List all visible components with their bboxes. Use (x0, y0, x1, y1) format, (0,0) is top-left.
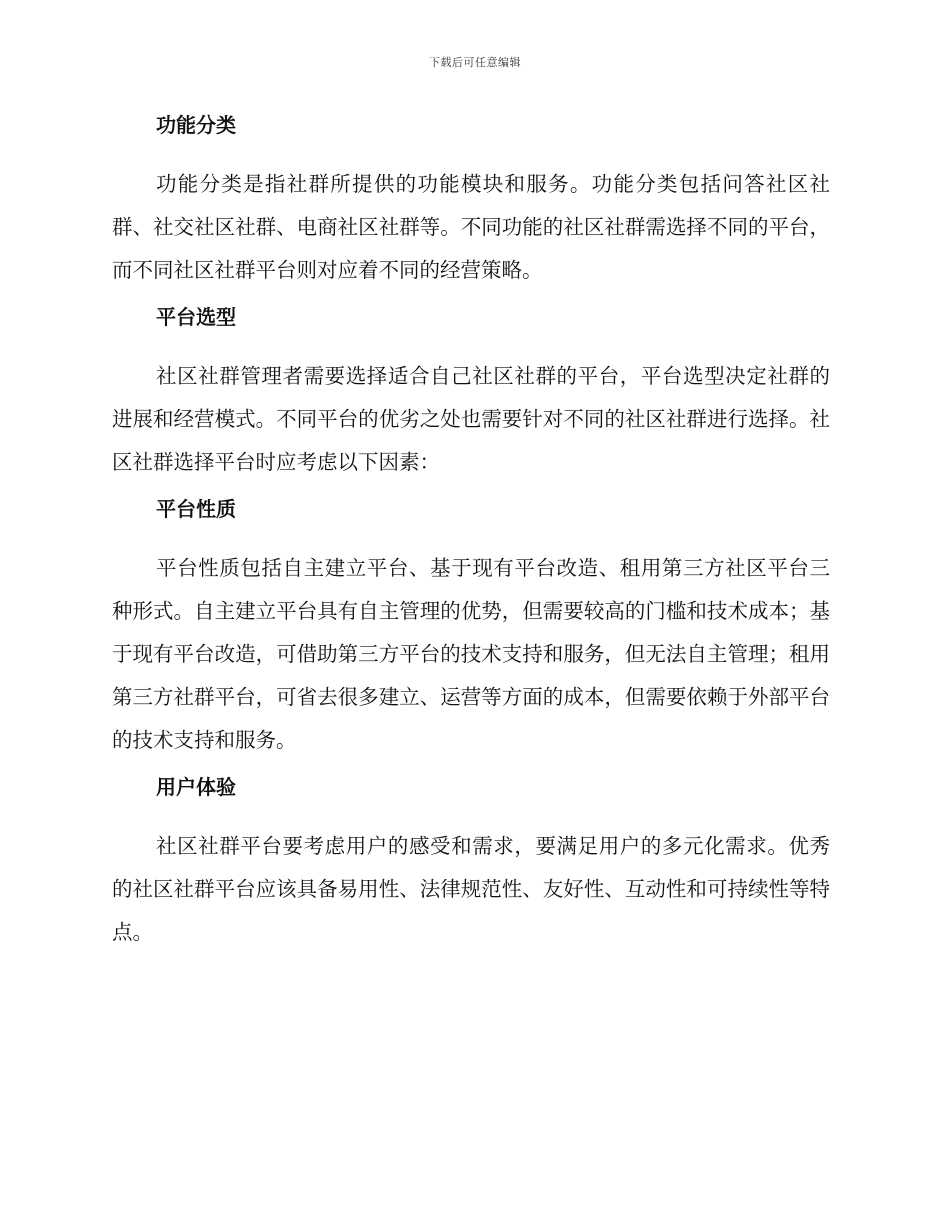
section-heading: 功能分类 (156, 113, 236, 137)
section-paragraph: 社区社群管理者需要选择适合自己社区社群的平台，平台选型决定社群的进展和经营模式。不同平台的优劣之处也需要针对不同的社区社群进行选择。社区社群选择平台时应考虑以下因素： (112, 364, 830, 474)
section-heading: 用户体验 (156, 775, 236, 799)
section-function-classification (112, 108, 830, 292)
section-paragraph: 社区社群平台要考虑用户的感受和需求，要满足用户的多元化需求。优秀的社区社群平台应该具备易用性、法律规范性、友好性、互动性和可持续性等特点。 (112, 834, 830, 944)
page-header: 下载后可任意编辑 (429, 56, 521, 69)
section-heading: 平台选型 (156, 305, 236, 329)
section-paragraph: 功能分类是指社群所提供的功能模块和服务。功能分类包括问答社区社群、社交社区社群、电商社区社群等。不同功能的社区社群需选择不同的平台，而不同社区社群平台则对应着不同的经营策略。 (112, 172, 830, 282)
document-body (112, 108, 830, 962)
section-paragraph: 平台性质包括自主建立平台、基于现有平台改造、租用第三方社区平台三种形式。自主建立平台具有自主管理的优势，但需要较高的门槛和技术成本；基于现有平台改造，可借助第三方平台的技术支持和服务，但无法自主管理；租用第三方社群平台，可省去很多建立、运营等方面的成本，但需要依赖于外部平台的技术支持和服务。 (112, 556, 830, 752)
section-user-experience (112, 770, 830, 954)
section-platform-selection (112, 300, 830, 484)
section-platform-nature (112, 492, 830, 762)
section-heading: 平台性质 (156, 497, 236, 521)
